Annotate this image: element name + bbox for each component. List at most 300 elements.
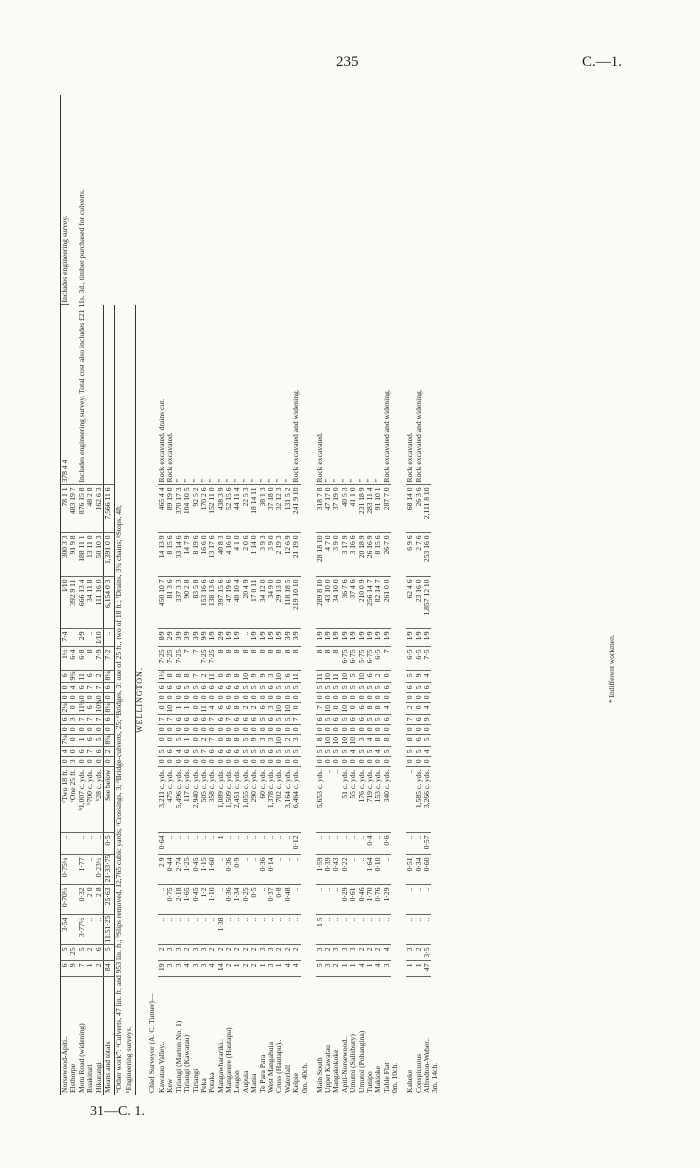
table-cell: .. [166,915,174,945]
table-cell: 0·60 [423,855,431,885]
table-cell: 7,566 11 6 [103,485,114,533]
table-cell: 2 [284,945,292,961]
table-cell: 5 [259,683,267,693]
table-cell: 2·74 [175,855,183,885]
table-cell: .. [366,915,374,945]
table-cell: 0 [200,757,208,767]
table-cell: 6 [366,671,374,683]
table-cell: ᵇ1,007 c. yds. [78,767,86,833]
table-cell: .. [242,833,250,855]
note-line-text: “Other work”: ᵃCulverts, 47 lin. ft. and 953 lin. ft.; ᵇSlips removed, 12,765 cubic yards; ᶜCrossings, 3; ᵈBridge-culverts, 25; ᵉBridges, 3: one of 25 ft., two of 18 ft.; ᶠDrains, 3¾ chains; ᵍStops, 48; [113,504,123,1093]
table-cell: 8 [86,647,94,671]
table-cell: 0 [233,693,241,703]
table-cell: 6 [233,747,241,757]
table-cell: 0 [69,735,77,747]
table-cell: 3⁄9 [183,629,191,647]
table-cell: 40 5 3 [341,485,349,533]
table-cell: .. [341,833,349,855]
table-cell: Rock excavated and widening. [415,305,423,485]
table-cell: 3,211 c. yds. [158,767,166,833]
table-cell: 3 9 0 [267,533,275,577]
table-cell: 358 c. yds. [208,767,216,833]
table-cell: 1·64 [366,855,374,885]
table-cell: ” [284,305,292,485]
table-cell: 3 [192,945,200,961]
table-cell: 1 [341,961,349,977]
table-cell: 6 [95,747,104,757]
table-cell: 0 [217,735,225,747]
table-cell: ” [341,305,349,485]
table-cell: 0 [86,757,94,767]
table-cell: ” [267,305,275,485]
table-cell: .. [208,915,216,945]
extra-line [301,95,311,1095]
table-cell: 2 [200,671,208,683]
table-cell: 0 [415,693,423,703]
table-cell: 10 [332,735,340,747]
table-cell: 117 c. yds. [183,767,191,833]
table-cell: 0·48 [284,885,292,915]
table-cell: 0·46 [358,885,366,915]
district-name: Mania [249,1073,259,1093]
table-cell: 34 11 8 [86,577,94,629]
table-cell: 111 16 0 [95,577,104,629]
table-cell: ” [349,305,357,485]
table-cell: 0 [175,725,183,735]
table-cell: 8 [233,671,241,683]
table-cell: 91 9 8 [69,533,77,577]
table-cell: 4 [423,703,431,715]
table-cell: 6 [78,683,86,693]
table-cell: .. [332,885,340,915]
table-cell: 5 [332,683,340,693]
table-cell: 2 [250,961,258,977]
table-cell: 3 [316,945,324,961]
district-name: Mangakokoke [331,1049,341,1093]
table-cell: 0 [95,757,104,767]
table-cell: ” [175,305,183,485]
table-cell: 7 [200,747,208,757]
table-cell: 11.51·25 [103,915,114,945]
table-cell: 0 [374,757,382,767]
table-cell: 702 c. yds. [275,767,283,833]
district-name: Alfredton-Weber.. [421,1037,431,1093]
table-cell: 0 [366,725,374,735]
table-cell: 2⁄9 [217,629,225,647]
table-cell: 0 [267,757,275,767]
table-cell: 0·75¼ [61,855,70,885]
table-cell: 5 [324,747,332,757]
table-cell: 5,496 c. yds. [175,767,183,833]
table-cell: ” [366,305,374,485]
district-name: Conspicuous [413,1053,423,1093]
table-cell: 2 [284,735,292,747]
table-cell: 0 [192,735,200,747]
table-cell: 5 [316,961,324,977]
table-cell: 300 3 3 [61,533,70,577]
table-cell: .. [217,855,225,885]
table-cell: 78 1 1 [61,485,70,533]
table-cell: 48 2 8 [86,485,94,533]
table-cell: 6·5 [415,647,423,671]
table-cell: .. [250,915,258,945]
table-cell: 256 14 7 [366,577,374,629]
table-cell: 0·10 [374,855,382,885]
table-cell: 6 [200,683,208,693]
table-cell: 5·75 [358,647,366,671]
table-cell: 4 [366,735,374,747]
table-cell: 2 [324,945,332,961]
table-cell: 0 [217,725,225,735]
table-cell: 9¾ [69,671,77,683]
table-cell: 0·29 [341,885,349,915]
table-cell: 5 [284,683,292,693]
table-cell: 253 16 0 [423,533,431,577]
table-cell: 10 [341,703,349,715]
table-cell: .. [225,915,233,945]
table-cell: 6·5 [374,647,382,671]
table-cell: 0 [225,757,233,767]
table-cell: 4 [383,703,391,715]
table-cell: 3⁄9 [284,629,292,647]
table-cell: 0 [158,757,166,767]
table-cell: .. [86,855,94,885]
table-cell: 0 [183,757,191,767]
table-cell: 4 [69,683,77,693]
table-cell: 5 [349,683,357,693]
table-cell: 1 [415,961,423,977]
table-cell: .. [316,833,324,855]
table-cell: 2 [332,961,340,977]
table-cell: 62 4 6 [406,577,414,629]
district-name: Tiriangi (Kawatau) [182,1034,192,1093]
table-cell: 0 [332,725,340,735]
table-cell: 6 [103,683,114,693]
table-cell: 0 [349,693,357,703]
table-cell: 6 [78,747,86,757]
table-cell: 4 1 0 [233,533,241,577]
table-cell: 2 [242,703,250,715]
table-cell: 11½ [78,703,86,715]
table-cell: 0 [259,693,267,703]
table-cell: 0 [332,703,340,715]
table-cell: .. [61,833,70,855]
district-name: Main South [314,1057,324,1093]
table-cell: .. [275,915,283,945]
table-cell: 4 [374,747,382,757]
table-cell: 8 [316,735,324,747]
table-cell: 3 16 6 [349,533,357,577]
table-cell: 3⁄9 [175,629,183,647]
table-cell: 36 7 6 [341,577,349,629]
table-cell: 8 [233,647,241,671]
table-cell: 8 19 6 [192,533,200,577]
table-cell: 28 18 10 [316,533,324,577]
table-cell: 0 [406,757,414,767]
table-cell: 0 [200,693,208,703]
table-cell: Rock excavated. [406,305,414,485]
table-cell: 37 4 6 [349,577,357,629]
table-cell: 3 [192,961,200,977]
table-cell: 8 [166,671,174,683]
note-line [114,95,125,1095]
table-cell: ” [192,305,200,485]
table-cell: 7 [95,715,104,725]
district-name: Means and totals [103,977,114,1095]
table-cell: 4 [175,747,183,757]
table-cell: 5 [423,735,431,747]
table-cell: 6 9 6 [406,533,414,577]
table-row [103,95,114,1095]
table-cell: 1⁄9 [415,629,423,647]
table-cell: 90 2 8 [183,577,191,629]
table-cell: 6·5 [406,647,414,671]
table-cell: 41 1 0 [349,485,357,533]
table-cell: 10 [349,735,357,747]
table-cell: 82 14 7 [374,577,382,629]
table-cell: 0 [250,725,258,735]
table-cell: 6 [86,735,94,747]
table-cell: 0·23½ [95,855,104,885]
table-cell: 0 [69,725,77,735]
table-cell: .. [158,885,166,915]
table-cell: 7 [166,715,174,725]
table-cell: 283 11 4 [366,485,374,533]
table-cell: 0·39 [324,855,332,885]
table-cell: 6 [217,715,225,725]
table-cell: 0 [61,725,70,735]
table-cell: .. [316,885,324,915]
table-cell: 0 [158,735,166,747]
table-cell: 6 [284,671,292,683]
table-cell: 1⁄9 [406,629,414,647]
table-cell: 0 [332,757,340,767]
table-cell: 3 [324,961,332,977]
table-cell: 0 [158,725,166,735]
table-cell: 7 [406,715,414,725]
table-cell: 7¼ [61,735,70,747]
table-cell: 0 [217,671,225,683]
table-cell: 6 [86,671,94,683]
table-cell: 3⁄9 [292,629,300,647]
table-row [292,95,300,1095]
table-cell: 6 [225,703,233,715]
table-cell: 5 [374,683,382,693]
table-cell: 7·4 [61,629,70,647]
table-cell: 0 [233,757,241,767]
table-cell: 2 [374,945,382,961]
table-cell: 50 10 3 [95,533,104,577]
table-row [423,95,431,1095]
table-cell: 3 [166,961,174,977]
table-cell: 1·2 [200,885,208,915]
table-cell: 6·75 [341,647,349,671]
table-cell: Rock excavated, drains cut. [158,305,166,485]
table-cell: .. [95,833,104,855]
table-cell: 5 [192,683,200,693]
table-cell: .. [406,767,414,833]
table-cell: 0 [208,725,216,735]
table-cell: 8 15 6 [374,533,382,577]
table-cell: 9 [225,671,233,683]
table-cell: 9 [250,735,258,747]
district-name: Kaheke [405,1069,415,1093]
table-cell: 3 [175,945,183,961]
table-cell: 397 15 6 [217,577,225,629]
table-cell: 5 [316,747,324,757]
table-cell: 40 10 4 [233,577,241,629]
table-cell: .. [233,915,241,945]
table-cell: 0·9 [233,855,241,885]
table-cell: .. [242,855,250,885]
table-cell: 0 [225,725,233,735]
table-cell: .. [259,833,267,855]
table-cell: 11 [332,671,340,683]
table-cell: 1·77 [78,855,86,885]
table-cell: 9 [250,671,258,683]
table-cell: 0 [374,693,382,703]
table-cell: .. [175,833,183,855]
table-cell: .. [324,833,332,855]
table-cell: 0 [103,757,114,767]
table-cell: 3 [383,961,391,977]
table-cell: 4 [358,961,366,977]
table-cell: 68 14 0 [406,485,414,533]
table-cell: 12 6 9 [284,533,292,577]
table-cell: 1·15 [200,855,208,885]
table-cell: 0·5 [250,885,258,915]
table-cell: 0 [275,693,283,703]
table-cell: 1⁄9 [341,629,349,647]
table-cell: 4 [208,961,216,977]
table-cell: ” [208,305,216,485]
table-cell: 19 [158,961,166,977]
table-cell: 2 [250,703,258,715]
table-cell: 7 [292,715,300,725]
table-cell: .. [259,915,267,945]
table-cell: .. [86,915,94,945]
table-cell: 1 14 0 [250,533,258,577]
table-cell: 8⁄9 [158,629,166,647]
table-cell: 0 [341,725,349,735]
table-cell: 1·38 [217,915,225,945]
table-cell: 5 [383,747,391,757]
table-cell: 0 [415,725,423,735]
table-cell: 3 [259,735,267,747]
table-cell: 3 [69,757,77,767]
page-reference: C.—1. [582,54,623,70]
table-cell: 21 19 0 [292,533,300,577]
table-cell: .. [192,833,200,855]
table-cell: 1·34 [233,885,241,915]
table-cell: 2 [233,945,241,961]
table-cell: 6 [358,703,366,715]
footnote: * Indifferent workmen. [607,634,616,703]
table-cell: 1⁄10 [95,629,104,647]
table-cell: 2,940 c. yds. [192,767,200,833]
table-cell: 0 [242,757,250,767]
table-cell: 89 19 0 [166,485,174,533]
table-cell: 6·4 [69,647,77,671]
table-cell: 0 [69,703,77,715]
table-cell: 0·5 [103,833,114,855]
table-cell: 0 [341,693,349,703]
table-cell: 6 [349,715,357,725]
table-cell: 1 [275,961,283,977]
table-cell: 8 [383,735,391,747]
table-cell: Rock excavated. [166,305,174,485]
table-cell: 0 [208,757,216,767]
table-row [383,95,391,1095]
table-cell: 14 13 9 [158,533,166,577]
table-cell: 6 [86,703,94,715]
district-name: Table Flat [381,1062,391,1093]
table-cell: 0·64 [158,833,166,855]
table-cell: 0 [103,725,114,735]
table-cell: 6 [175,683,183,693]
table-cell: 0 [406,725,414,735]
extra-line-text: 0m. 40ch. [299,1062,309,1093]
table-cell: .. [383,855,391,885]
table-cell: 43 10 0 [324,577,332,629]
table-cell: .. [267,915,275,945]
table-cell: 0 [86,693,94,703]
table-cell: 5 [324,715,332,725]
table-cell: 0 [78,725,86,735]
table-cell: 92 5 2 [192,485,200,533]
extra-line [391,95,401,1095]
table-cell: 0·61 [349,885,357,915]
district-name: Kawatau Valley.. [156,1041,166,1093]
table-cell: 0 [324,693,332,703]
table-cell: 1⁄9 [423,629,431,647]
table-cell: 6 [233,683,241,693]
district-name: Umutoi (Salisbury) [348,1034,358,1093]
table-cell: .. [324,767,332,833]
district-name: Kew [165,1078,175,1093]
table-cell: 10¾ [95,703,104,715]
table-cell [86,305,94,485]
table-cell: 3 [349,945,357,961]
table-cell: .. [284,833,292,855]
table-cell: 0 [284,693,292,703]
table-cell: 2⁄9 [78,629,86,647]
table-cell: 6 [192,715,200,725]
table-cell: 7·25 [208,647,216,671]
table-cell: 8 [225,647,233,671]
works-table [60,95,441,1095]
table-cell: 152 11 0 [208,485,216,533]
table-cell: 5 [366,683,374,693]
table-cell: 337 3 3 [175,577,183,629]
table-cell: 5 [324,683,332,693]
table-cell: 6 [332,715,340,725]
table-cell: 6 [61,961,70,977]
table-cell: 34 10 0 [332,577,340,629]
table-cell: 0 [284,725,292,735]
table-cell: 287 7 0 [383,485,391,533]
table-cell: 6·75 [366,647,374,671]
table-cell: 4 [374,961,382,977]
table-cell: 0 [61,683,70,693]
table-cell: ” [275,305,283,485]
table-cell: 5 [95,735,104,747]
table-cell: 8 [284,647,292,671]
table-cell: 0 [275,757,283,767]
table-cell: 0·57 [423,833,431,855]
table-cell: 1⁄9 [275,629,283,647]
table-cell: 14 7 9 [183,533,191,577]
